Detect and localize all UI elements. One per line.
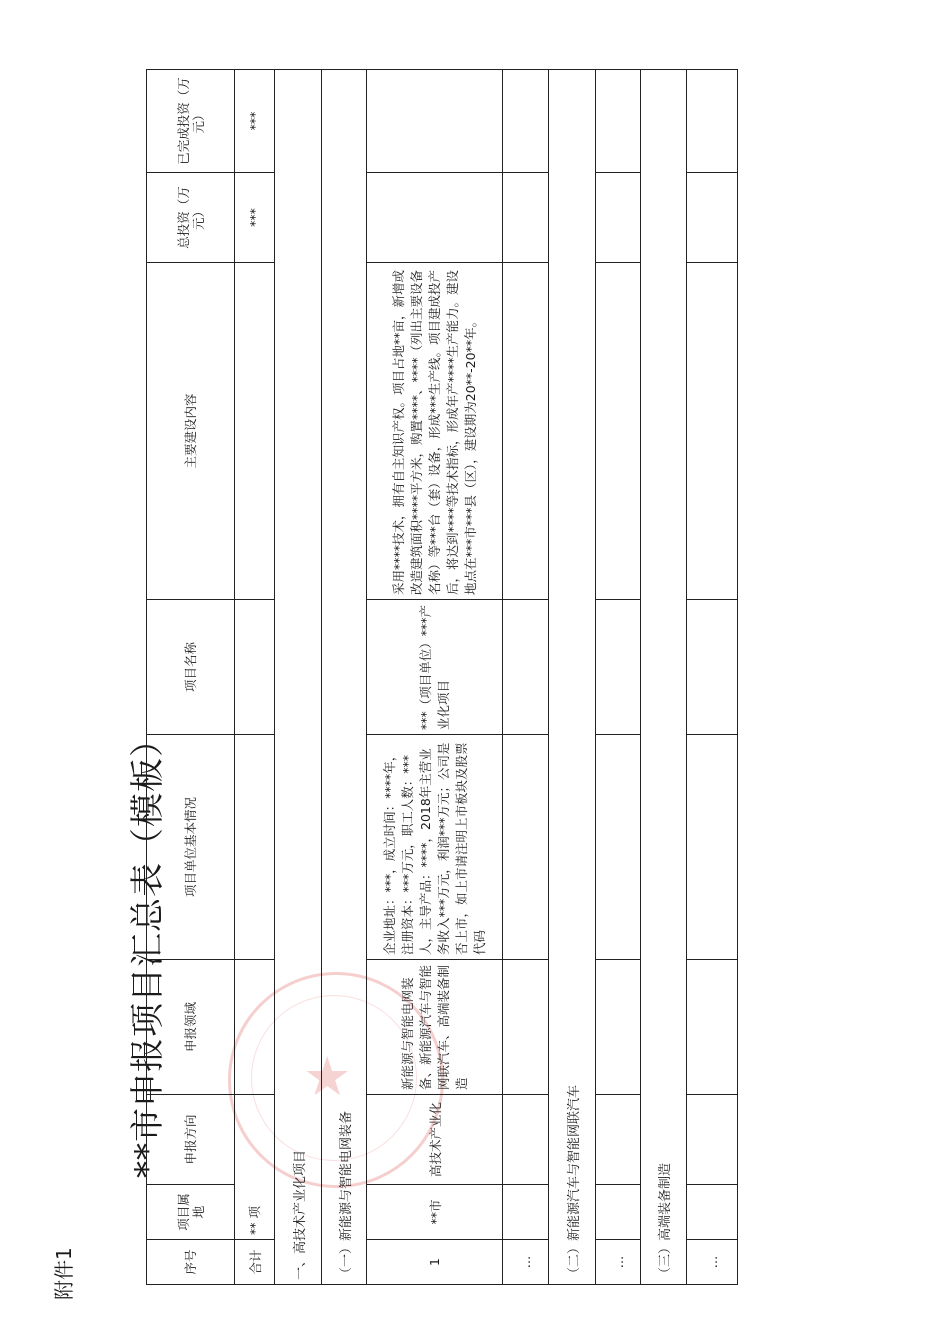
seal-star-icon: ★ [303, 1045, 352, 1108]
row-unit-info: 企业地址：***，成立时间：****年，注册资本：***万元，职工人数：***人，主导产品：****，2018年主营业务收入***万元，利润***万元；公司是否上市，如上市请注明上市板块及股票代码 [367, 735, 503, 960]
attachment-label: 附件1 [52, 1247, 76, 1300]
header-location: 项目属地 [147, 1185, 235, 1240]
row-field: 新能源与智能电网装备、新能源汽车与智能网联汽车、高端装备制造 [367, 960, 503, 1095]
header-project-name: 项目名称 [147, 600, 235, 735]
ellipsis-row [596, 70, 641, 1285]
header-total-investment: 总投资（万元） [147, 173, 235, 263]
ellipsis-cell: … [596, 1240, 641, 1285]
total-row [235, 70, 275, 1285]
section-row [275, 70, 322, 1285]
row-location: **市 [367, 1185, 503, 1240]
row-no: 1 [367, 1240, 503, 1285]
total-investment-value: *** [235, 173, 275, 263]
subsection-title: （二）新能源汽车与智能网联汽车 [549, 70, 596, 1285]
page-title: **市申报项目汇总表（模板） [128, 722, 168, 1178]
row-project-name: ***（项目单位）***产业化项目 [367, 600, 503, 735]
header-direction: 申报方向 [147, 1095, 235, 1185]
header-no: 序号 [147, 1240, 235, 1285]
project-summary-table [146, 69, 738, 1285]
subsection-title: （一）新能源与智能电网装备 [322, 70, 367, 1285]
total-label: 合计 [235, 1240, 275, 1285]
total-count: ** 项 [235, 1095, 275, 1240]
subsection-row [641, 70, 687, 1285]
ellipsis-row [687, 70, 738, 1285]
header-unit-info: 项目单位基本情况 [147, 735, 235, 960]
ellipsis-cell: … [687, 1240, 738, 1285]
completed-investment-value: *** [235, 70, 275, 173]
header-field: 申报领域 [147, 960, 235, 1095]
subsection-row [322, 70, 367, 1285]
row-content: 采用****技术，拥有自主知识产权。项目占地**亩，新增或改造建筑面积****平方米，购置****、****（列出主要设备名称）等***台（套）设备，形成***生产线。项目建成投产后，将达到****等技术指标，形成年产****生产能力。建设地点在***市***县（区），建设期为20**-20**年。 [367, 263, 503, 600]
header-row [147, 70, 235, 1285]
summary-table-wrapper [146, 70, 720, 1285]
header-content: 主要建设内容 [147, 263, 235, 600]
ellipsis-cell: … [503, 1240, 549, 1285]
header-completed-investment: 已完成投资（万元） [147, 70, 235, 173]
subsection-title: （三）高端装备制造 [641, 70, 687, 1285]
table-row [367, 70, 503, 1285]
subsection-row [549, 70, 596, 1285]
section-title: 一、高技术产业化项目 [275, 70, 322, 1285]
row-direction: 高技术产业化 [367, 1095, 503, 1185]
ellipsis-row [503, 70, 549, 1285]
